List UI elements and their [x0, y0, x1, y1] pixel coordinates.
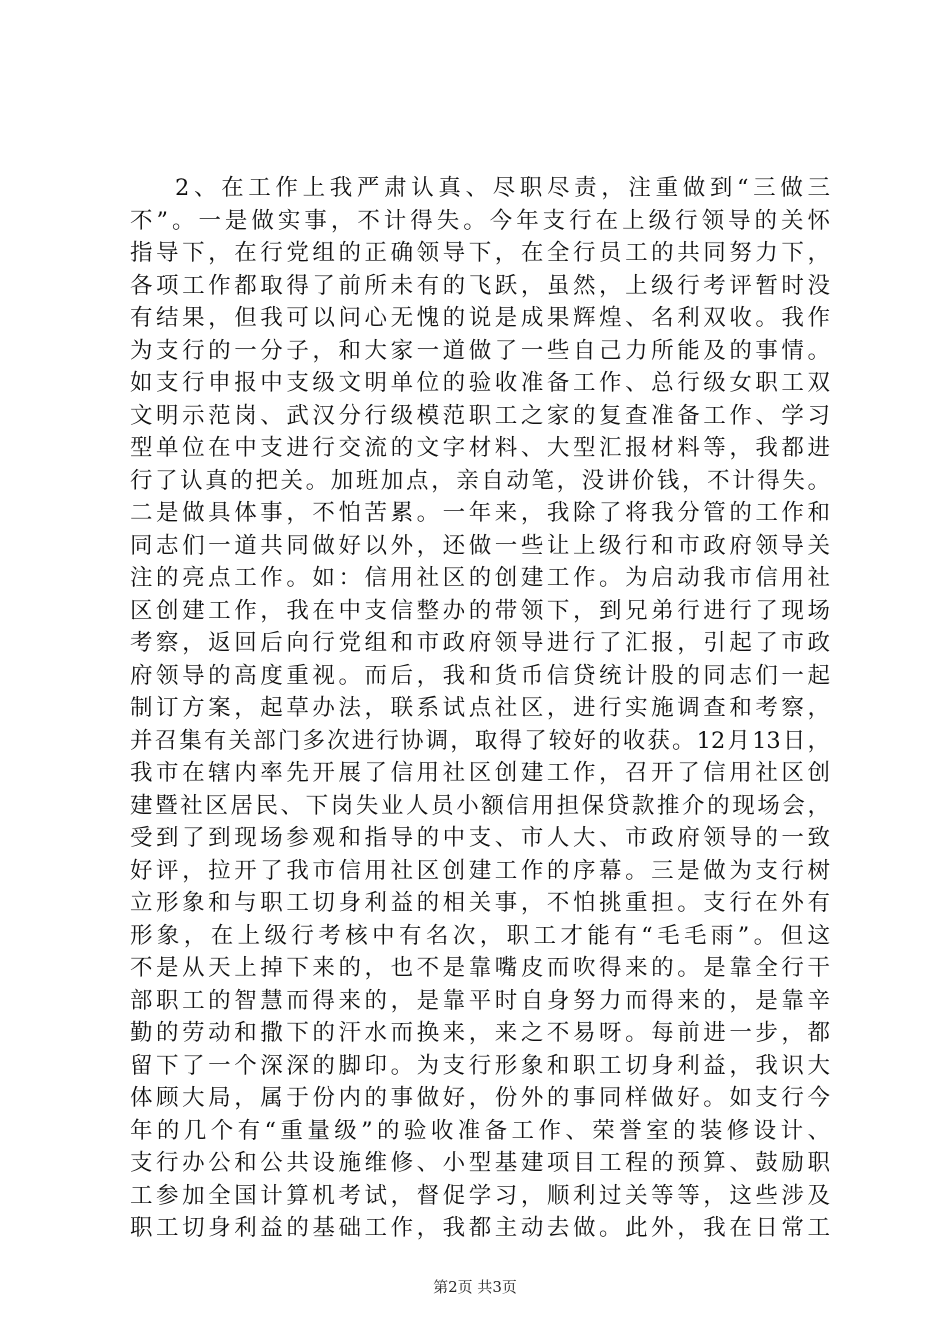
- text-line: 注的亮点工作。如：信用社区的创建工作。为启动我市信用社: [130, 565, 830, 591]
- text-line: 勤的劳动和撒下的汗水而换来，来之不易呀。每前进一步，都: [130, 1020, 830, 1046]
- text-line: 不”。一是做实事，不计得失。今年支行在上级行领导的关怀: [130, 207, 830, 234]
- text-line: 区创建工作，我在中支信整办的带领下，到兄弟行进行了现场: [130, 597, 830, 624]
- text-line: 职工切身利益的基础工作，我都主动去做。此外，我在日常工: [130, 1215, 830, 1241]
- text-line: 立形象和与职工切身利益的相关事，不怕挑重担。支行在外有: [130, 890, 830, 916]
- page-footer: 第2页 共3页: [433, 1278, 517, 1296]
- text-line: 工参加全国计算机考试，督促学习，顺利过关等等，这些涉及: [130, 1182, 830, 1209]
- text-line: 行了认真的把关。加班加点，亲自动笔，没讲价钱，不计得失。: [130, 467, 830, 494]
- text-line: 年的几个有“重量级”的验收准备工作、荣誉室的装修设计、: [130, 1117, 830, 1144]
- text-line: 建暨社区居民、下岗失业人员小额信用担保贷款推介的现场会，: [130, 792, 830, 819]
- text-line: 各项工作都取得了前所未有的飞跃，虽然，上级行考评暂时没: [130, 272, 830, 299]
- text-line: 指导下，在行党组的正确领导下，在全行员工的共同努力下，: [130, 240, 830, 266]
- text-line: 并召集有关部门多次进行协调，取得了较好的收获。12月13日，: [130, 727, 830, 754]
- text-line: 不是从天上掉下来的，也不是靠嘴皮而吹得来的。是靠全行干: [130, 955, 830, 981]
- text-line: 府领导的高度重视。而后，我和货币信贷统计股的同志们一起: [130, 662, 830, 689]
- text-line: 二是做具体事，不怕苦累。一年来，我除了将我分管的工作和: [130, 500, 830, 526]
- text-line: 如支行申报中支级文明单位的验收准备工作、总行级女职工双: [130, 370, 830, 396]
- text-line: 我市在辖内率先开展了信用社区创建工作，召开了信用社区创: [130, 760, 830, 786]
- text-line: 型单位在中支进行交流的文字材料、大型汇报材料等，我都进: [130, 435, 830, 461]
- text-line: 留下了一个深深的脚印。为支行形象和职工切身利益，我识大: [130, 1052, 830, 1079]
- text-line: 好评，拉开了我市信用社区创建工作的序幕。三是做为支行树: [130, 857, 830, 884]
- text-line: 制订方案，起草办法，联系试点社区，进行实施调查和考察，: [130, 695, 830, 721]
- text-line: 受到了到现场参观和指导的中支、市人大、市政府领导的一致: [130, 825, 830, 851]
- text-line: 支行办公和公共设施维修、小型基建项目工程的预算、鼓励职: [130, 1150, 830, 1176]
- text-line: 为支行的一分子，和大家一道做了一些自己力所能及的事情。: [130, 337, 830, 364]
- text-line: 体顾大局，属于份内的事做好，份外的事同样做好。如支行今: [130, 1085, 830, 1111]
- text-line: 形象，在上级行考核中有名次，职工才能有“毛毛雨”。但这: [130, 922, 830, 949]
- body-paragraph: [130, 172, 830, 1245]
- text-line: 2、在工作上我严肃认真、尽职尽责，注重做到“三做三: [175, 175, 830, 201]
- text-line: 有结果，但我可以问心无愧的说是成果辉煌、名利双收。我作: [130, 305, 830, 331]
- text-line: 同志们一道共同做好以外，还做一些让上级行和市政府领导关: [130, 532, 830, 559]
- text-line: 文明示范岗、武汉分行级模范职工之家的复查准备工作、学习: [130, 402, 830, 429]
- text-line: 考察，返回后向行党组和市政府领导进行了汇报，引起了市政: [130, 630, 830, 656]
- text-line: 部职工的智慧而得来的，是靠平时自身努力而得来的，是靠辛: [130, 987, 830, 1014]
